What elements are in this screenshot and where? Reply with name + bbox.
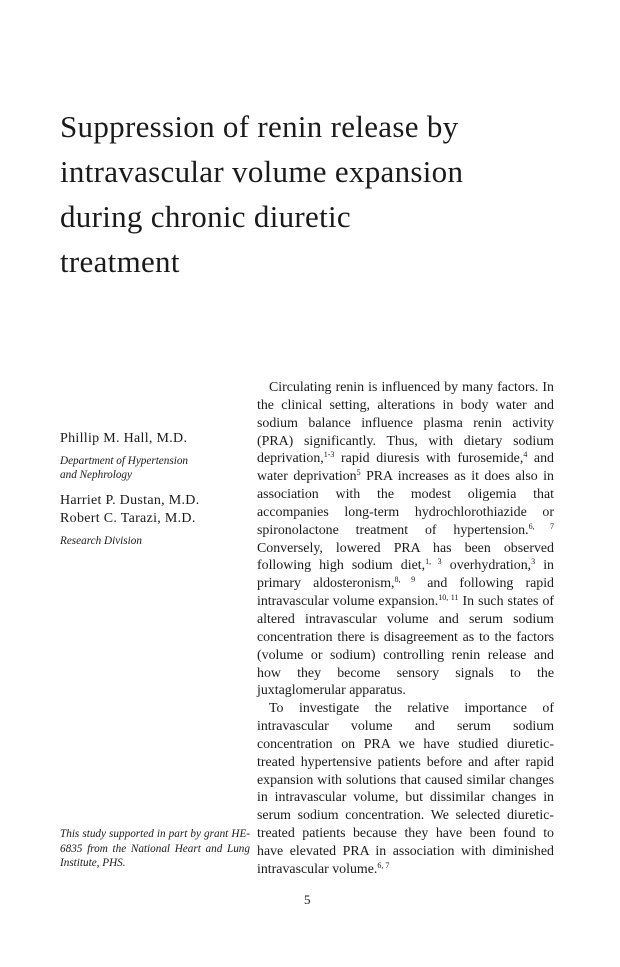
article-body — [257, 379, 554, 879]
title-line: intravascular volume expansion — [60, 154, 464, 189]
affiliation-line: Department of Hypertension — [60, 455, 189, 467]
affiliation-line: Research Division — [60, 535, 142, 547]
body-text-run: Conversely, lowered PRA has been observed following high sodium diet, — [257, 540, 554, 574]
citation-superscript: 8, 9 — [394, 575, 416, 585]
body-text-run: In such states of altered intravascular volume and serum sodium concentration there is disagreement as to the factors (volume or sodium) controlling renin release and how they become sensory signals to the juxtaglomerular apparatus. — [257, 594, 555, 699]
title-line: Suppression of renin release by — [60, 109, 459, 144]
body-paragraph — [257, 700, 554, 878]
page-number: 5 — [304, 892, 311, 907]
citation-superscript: 6, 7 — [377, 860, 390, 870]
author-name: Harriet P. Dustan, M.D. — [60, 493, 200, 508]
body-text-run: To investigate the relative importance of intravascular volume and serum sodium concentration on PRA we have studied diuretic-treated hypertensive patients before and after rapid expansion with solutions that caused similar changes in intravascular volume, but dissimilar changes in serum sodium concentration. We selected diuretic-treated patients because they have been found to have elevated PRA in association with diminished intravascular volume. — [257, 701, 554, 877]
author-name: Phillip M. Hall, M.D. — [60, 431, 188, 446]
body-paragraph — [257, 379, 554, 700]
body-text-run: rapid diuresis with furosemide, — [334, 451, 524, 467]
body-text-run: PRA increases as it does also in association with the modest oligemia that accompanies long-term hydrochlorothiazide or spironolactone treatment of hypertension. — [257, 469, 554, 538]
title-line: treatment — [60, 244, 180, 279]
article-title — [60, 104, 520, 284]
citation-superscript: 6, 7 — [528, 521, 554, 531]
citation-superscript: 1, 3 — [425, 557, 442, 567]
citation-superscript: 5 — [356, 468, 361, 478]
body-text-run: overhydration, — [441, 558, 532, 574]
funding-footnote: This study supported in part by grant HE-6835 from the National Heart and Lung Institute, PHS. — [60, 828, 250, 870]
title-line: during chronic diuretic — [60, 199, 351, 234]
body-text-run: Circulating renin is influenced by many factors. In the clinical setting, alterations in body water and sodium balance influence plasma renin activity (PRA) significantly. Thus, with dietary sodium deprivation, — [257, 380, 554, 467]
citation-superscript: 10, 11 — [438, 593, 459, 603]
body-text-run: in primary aldosteronism, — [257, 558, 555, 592]
body-text-run: and water deprivation — [257, 451, 554, 485]
author-block — [60, 430, 245, 548]
body-text-run: and following rapid intravascular volume expansion. — [257, 576, 555, 610]
citation-superscript: 3 — [531, 557, 536, 567]
author-name: Robert C. Tarazi, M.D. — [60, 511, 196, 526]
affiliation-line: and Nephrology — [60, 469, 132, 481]
citation-superscript: 1-3 — [323, 450, 335, 460]
citation-superscript: 4 — [523, 450, 528, 460]
